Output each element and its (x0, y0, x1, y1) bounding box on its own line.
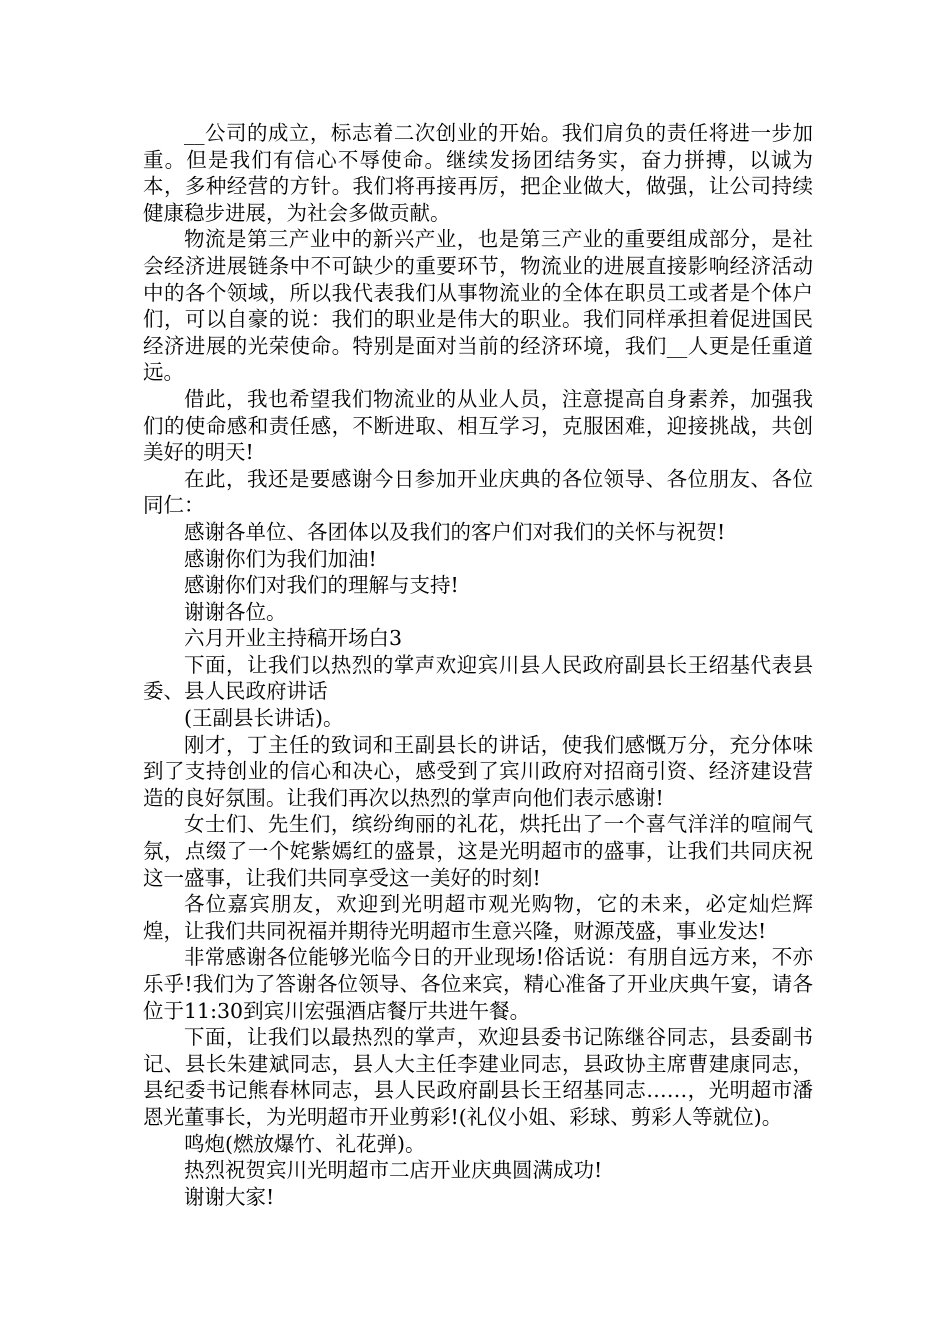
paragraph-logistics-industry: 物流是第三产业中的新兴产业，也是第三产业的重要组成部分，是社会经济进展链条中不可缺少的重要环节，物流业的进展直接影响经济活动中的各个领域，所以我代表我们从事物流业的全体在职员工或者是个体户们，可以自豪的说：我们的职业是伟大的职业。我们同样承担着促进国民经济进展的光荣使命。特别是面对当前的经济环境，我们__人更是任重道远。 (143, 227, 813, 385)
paragraph-closing-thanks: 谢谢大家! (184, 1184, 275, 1209)
paragraph-lunch-invite: 非常感谢各位能够光临今日的开业现场!俗话说：有朋自远方来，不亦乐乎!我们为了答谢各位领导、各位来宾，精心准备了开业庆典午宴，请各位于11:30到宾川宏强酒店餐厅共进午餐。 (143, 945, 813, 1023)
paragraph-congratulations: 热烈祝贺宾川光明超市二店开业庆典圆满成功! (184, 1158, 603, 1183)
paragraph-thanks-units: 感谢各单位、各团体以及我们的客户们对我们的关怀与祝贺! (184, 519, 726, 544)
document-body (143, 120, 813, 1210)
paragraph-firecrackers: 鸣炮(燃放爆竹、礼花弹)。 (184, 1131, 426, 1156)
paragraph-stage-note: (王副县长讲话)。 (184, 706, 344, 731)
paragraph-thank-you: 谢谢各位。 (184, 599, 287, 624)
paragraph-ladies-gentlemen: 女士们、先生们，缤纷绚丽的礼花，烘托出了一个喜气洋洋的喧闹气氛，点缀了一个姹紫嫣红的盛景，这是光明超市的盛事，让我们共同庆祝这一盛事，让我们共同享受这一美好的时刻! (143, 812, 813, 890)
paragraph-ribbon-cutting: 下面，让我们以最热烈的掌声，欢迎县委书记陈继谷同志，县委副书记、县长朱建斌同志，县人大主任李建业同志，县政协主席曹建康同志，县纪委书记熊春林同志，县人民政府副县长王绍基同志……，光明超市潘恩光董事长，为光明超市开业剪彩!(礼仪小姐、彩球、剪彩人等就位)。 (143, 1025, 813, 1129)
paragraph-hope: 借此，我也希望我们物流业的从业人员，注意提高自身素养，加强我们的使命感和责任感，不断进取、相互学习，克服困难，迎接挑战，共创美好的明天! (143, 386, 813, 465)
paragraph-thanks-cheer: 感谢你们为我们加油! (184, 546, 377, 571)
paragraph-just-now: 刚才，丁主任的致词和王副县长的讲话，使我们感慨万分，充分体味到了支持创业的信心和决心，感受到了宾川政府对招商引资、经济建设营造的良好氛围。让我们再次以热烈的掌声向他们表示感谢! (143, 732, 813, 810)
paragraph-thanks-support: 感谢你们对我们的理解与支持! (184, 573, 459, 598)
section-heading: 六月开业主持稿开场白3 (184, 626, 403, 651)
paragraph-welcome-speech: 下面，让我们以热烈的掌声欢迎宾川县人民政府副县长王绍基代表县委、县人民政府讲话 (143, 652, 813, 704)
paragraph-company-founding: __公司的成立，标志着二次创业的开始。我们肩负的责任将进一步加重。但是我们有信心不辱使命。继续发扬团结务实，奋力拼搏，以诚为本，多种经营的方针。我们将再接再厉，把企业做大，做强，让公司持续健康稳步进展，为社会多做贡献。 (143, 121, 813, 225)
paragraph-guests-welcome: 各位嘉宾朋友，欢迎到光明超市观光购物，它的未来，必定灿烂辉煌，让我们共同祝福并期待光明超市生意兴隆，财源茂盛，事业发达! (143, 892, 813, 943)
paragraph-thanks-guests: 在此，我还是要感谢今日参加开业庆典的各位领导、各位朋友、各位同仁： (143, 466, 813, 518)
